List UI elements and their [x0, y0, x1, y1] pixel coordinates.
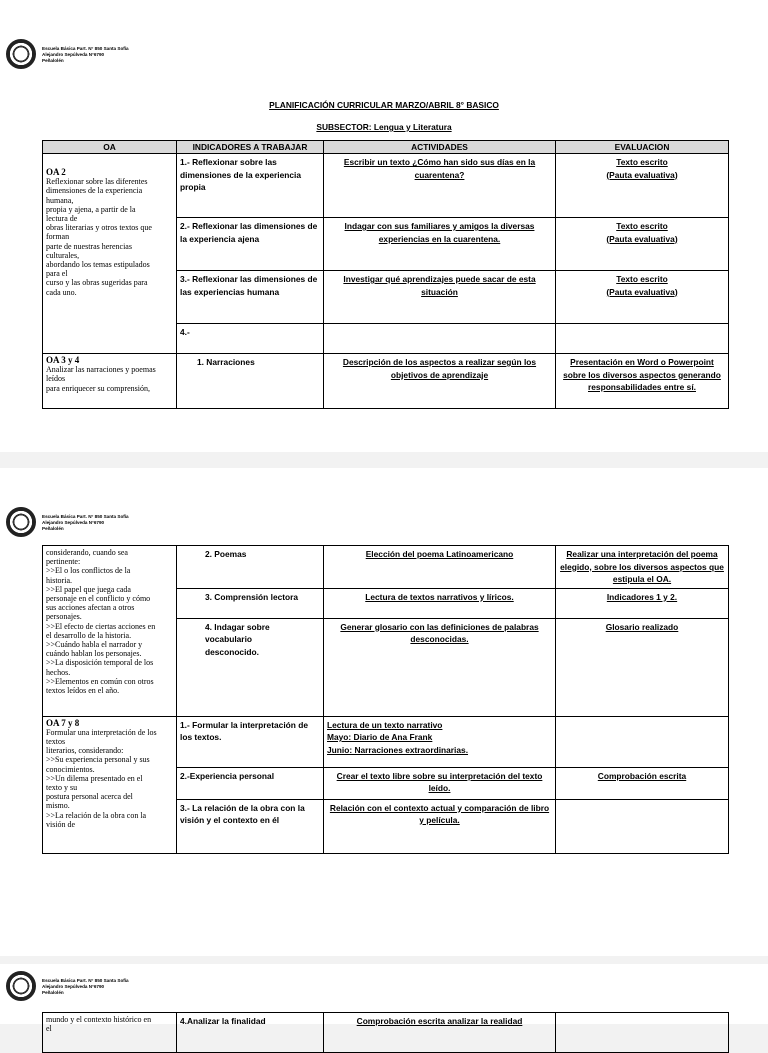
- page-title: PLANIFICACIÓN CURRICULAR MARZO/ABRIL 8° BASICO: [269, 100, 499, 110]
- table-row: [43, 1013, 729, 1053]
- school-header: [42, 514, 129, 532]
- header-evaluacion: EVALUACION: [556, 141, 729, 154]
- activity-cell: [324, 716, 556, 767]
- evaluation-cell: Glosario realizado: [556, 618, 729, 716]
- activity-cell: [324, 324, 556, 354]
- activity-cell: Generar glosario con las definiciones de palabras desconocidas.: [324, 618, 556, 716]
- indicator-cell: 3.- La relación de la obra con la visión y el contexto en él: [177, 799, 324, 853]
- evaluation-cell: [556, 716, 729, 767]
- school-logo-icon: [6, 971, 36, 1001]
- indicator-cell: 4.Analizar la finalidad: [177, 1013, 324, 1053]
- evaluation-cell: [556, 1013, 729, 1053]
- planning-table: [42, 140, 729, 409]
- activity-cell: Relación con el contexto actual y comparación de libro y película.: [324, 799, 556, 853]
- school-name: Escuela Básica Part. N° 850 Santa Sofía: [42, 46, 129, 51]
- evaluation-cell: Texto escrito (Pauta evaluativa): [556, 218, 729, 271]
- oa-cell: mundo y el contexto histórico en el: [43, 1013, 177, 1053]
- oa-text: Reflexionar sobre las diferentes dimensiones de la experiencia humana, propia y ajena, a partir de la lectura de obras literarias y otros textos que forman parte de nuestras herencias culturales, abordando los temas estipulados para el curso y las obras sugeridas para cada uno.: [46, 177, 152, 297]
- oa-text: Analizar las narraciones y poemas leídos para enriquecer su comprensión,: [46, 365, 156, 393]
- indicator-cell: 1.- Formular la interpretación de los textos.: [177, 716, 324, 767]
- table-row: [43, 546, 729, 589]
- indicator-cell: 3. Comprensión lectora: [177, 588, 324, 618]
- evaluation-cell: Texto escrito (Pauta evaluativa): [556, 271, 729, 324]
- evaluation-cell: Presentación en Word o Powerpoint sobre los diversos aspectos generando responsabilidades entre sí.: [556, 354, 729, 409]
- school-address: Alejandro Sepúlveda N°6790: [42, 984, 105, 989]
- evaluation-cell: [556, 799, 729, 853]
- activity-line: Junio: Narraciones extraordinarias.: [327, 744, 469, 755]
- oa-cell: considerando, cuando sea pertinente: >>El o los conflictos de la historia. >>El papel que juega cada personaje en el conflicto y cómo sus acciones afectan a otros personajes. >>El efecto de ciertas acciones en el desarrollo de la historia. >>Cuándo habla el narrador y cuándo hablan los personajes. >>La disposición temporal de los hechos. >>Elementos en común con otros textos leídos en el año.: [43, 546, 177, 717]
- planning-table-continued-2: [42, 1012, 729, 1053]
- table-row: [43, 154, 729, 218]
- header-actividades: ACTIVIDADES: [324, 141, 556, 154]
- oa-text: Formular una interpretación de los textos literarios, considerando: >>Su experiencia personal y sus conocimientos. >>Un dilema presentado en el texto y su postura personal acerca del mismo. >>La relación de la obra con la visión de: [46, 727, 157, 829]
- page-2: [0, 468, 768, 956]
- oa-title: OA 7 y 8: [46, 717, 80, 728]
- page-1: [0, 0, 768, 452]
- activity-cell: Lectura de textos narrativos y líricos.: [324, 588, 556, 618]
- evaluation-cell: Texto escrito (Pauta evaluativa): [556, 154, 729, 218]
- school-city: Peñalolén: [42, 526, 64, 531]
- oa-title: OA 2: [46, 167, 66, 177]
- school-address: Alejandro Sepúlveda N°6790: [42, 52, 105, 57]
- activity-line: Mayo: Diario de Ana Frank: [327, 732, 433, 742]
- table-row: [43, 354, 729, 409]
- indicator-cell: 1.- Reflexionar sobre las dimensiones de la experiencia propia: [177, 154, 324, 218]
- oa-cell: [43, 354, 177, 409]
- indicator-cell: 2.- Reflexionar las dimensiones de la experiencia ajena: [177, 218, 324, 271]
- indicator-cell: 1. Narraciones: [177, 354, 324, 409]
- school-logo-icon: [6, 507, 36, 537]
- indicator-cell: 2.-Experiencia personal: [177, 767, 324, 799]
- school-city: Peñalolén: [42, 990, 64, 995]
- school-name: Escuela Básica Part. N° 850 Santa Sofía: [42, 514, 129, 519]
- table-row: [43, 716, 729, 767]
- oa-title: OA 3 y 4: [46, 355, 80, 365]
- indicator-cell: 3.- Reflexionar las dimensiones de las experiencias humana: [177, 271, 324, 324]
- activity-cell: Escribir un texto ¿Cómo han sido sus días en la cuarentena?: [324, 154, 556, 218]
- school-header: [42, 978, 129, 996]
- evaluation-cell: Indicadores 1 y 2.: [556, 588, 729, 618]
- oa-cell: [43, 154, 177, 354]
- header-oa: OA: [43, 141, 177, 154]
- activity-cell: Indagar con sus familiares y amigos la diversas experiencias en la cuarentena.: [324, 218, 556, 271]
- activity-line: Lectura de un texto narrativo: [327, 719, 443, 730]
- evaluation-cell: Realizar una interpretación del poema elegido, sobre los diversos aspectos que estipula el OA.: [556, 546, 729, 589]
- evaluation-cell: Comprobación escrita: [556, 767, 729, 799]
- activity-cell: Investigar qué aprendizajes puede sacar de esta situación: [324, 271, 556, 324]
- school-header: [42, 46, 129, 64]
- evaluation-cell: [556, 324, 729, 354]
- school-logo-icon: [6, 39, 36, 69]
- header-indicadores: INDICADORES A TRABAJAR: [177, 141, 324, 154]
- activity-cell: Crear el texto libre sobre su interpretación del texto leído.: [324, 767, 556, 799]
- school-address: Alejandro Sepúlveda N°6790: [42, 520, 105, 525]
- indicator-cell: 4. Indagar sobre vocabulario desconocido.: [177, 618, 324, 716]
- school-name: Escuela Básica Part. N° 850 Santa Sofía: [42, 978, 129, 983]
- activity-cell: Comprobación escrita analizar la realidad: [324, 1013, 556, 1053]
- oa-cell: [43, 716, 177, 853]
- activity-cell: Descripción de los aspectos a realizar según los objetivos de aprendizaje: [324, 354, 556, 409]
- activity-cell: Elección del poema Latinoamericano: [324, 546, 556, 589]
- planning-table-continued: [42, 545, 729, 854]
- page-3: [0, 964, 768, 1034]
- indicator-cell: 2. Poemas: [177, 546, 324, 589]
- page-subtitle: SUBSECTOR: Lengua y Literatura: [316, 122, 452, 132]
- table-header-row: [43, 141, 729, 154]
- indicator-cell: 4.-: [177, 324, 324, 354]
- school-city: Peñalolén: [42, 58, 64, 63]
